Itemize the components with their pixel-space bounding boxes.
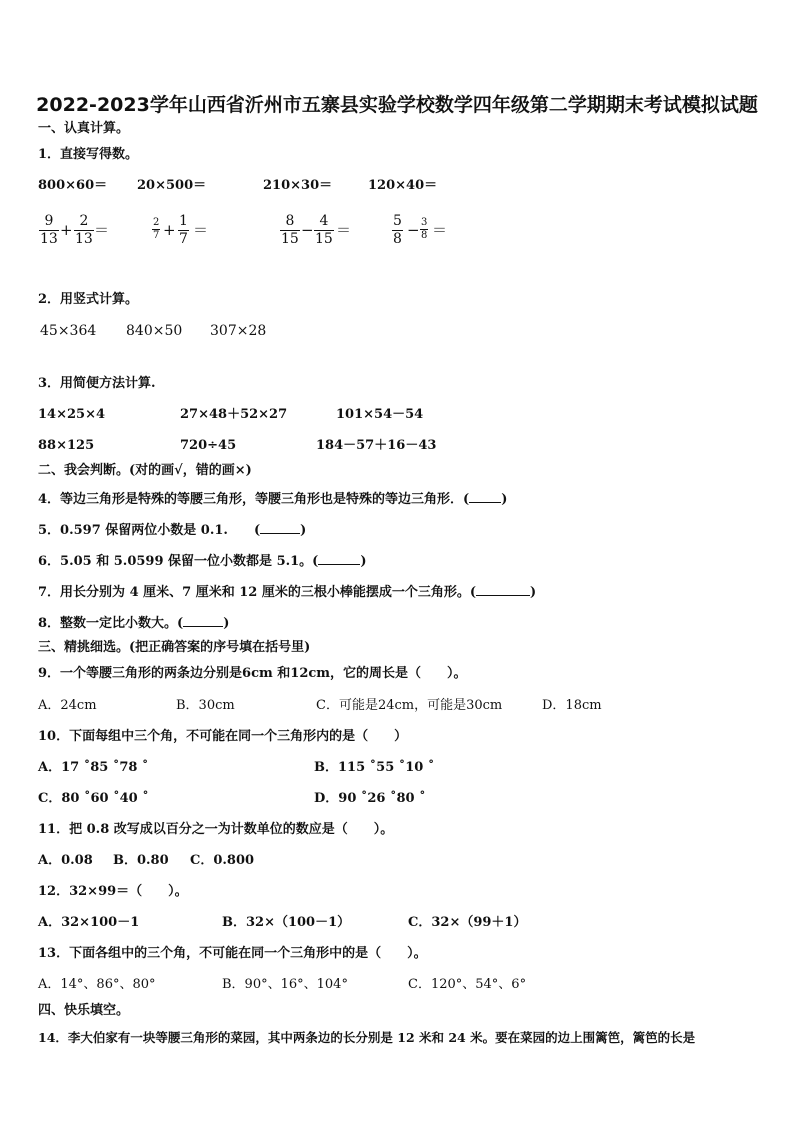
q9-option-c[interactable]: C．可能是24cm，可能是30cm [316,698,503,713]
question-12: 12．32×99＝（ ）。 [38,884,188,899]
q12-option-a[interactable]: A．32×100－1 [38,915,140,930]
page-title: 2022-2023学年山西省沂州市五寨县实验学校数学四年级第二学期期末考试模拟试题 [36,94,758,116]
fraction-3-8: $\frac{3}{8}$ [421,217,428,241]
section-4-heading: 四、快乐填空。 [38,1003,130,1018]
q10-option-b[interactable]: B．115 ˚55 ˚10 ˚ [314,760,435,775]
q2-label: 2．用竖式计算。 [38,292,139,307]
section-3-heading: 三、精挑细选。(把正确答案的序号填在括号里) [38,640,311,655]
answer-blank[interactable] [469,490,501,503]
minus-sign: − [301,221,314,239]
question-8: 8．整数一定比小数大。( ) [38,616,230,631]
q13-option-b[interactable]: B．90°、16°、104° [222,977,348,992]
fraction-2-7: $\frac{2}{7}$ [153,217,160,241]
q11-option-b[interactable]: B．0.80 [113,853,169,868]
q9-option-a[interactable]: A．24cm [38,698,97,713]
calc-800x60: 800×60＝ [38,178,108,193]
answer-blank[interactable] [260,521,300,534]
q10-option-a[interactable]: A．17 ˚85 ˚78 ˚ [38,760,149,775]
q9-option-b[interactable]: B．30cm [176,698,235,713]
question-13: 13．下面各组中的三个角，不可能在同一个三角形中的是（ ）。 [38,946,427,961]
q1-label: 1．直接写得数。 [38,147,139,162]
equals-sign: ＝ [336,221,352,239]
q10-option-d[interactable]: D．90 ˚26 ˚80 ˚ [314,791,426,806]
fraction-1-7: $\frac{1}{7}$ [179,213,188,247]
fraction-5-8: $\frac{5}{8}$ [393,213,402,247]
q12-option-c[interactable]: C．32×（99＋1） [408,915,527,930]
answer-blank[interactable] [318,552,360,565]
answer-blank[interactable] [183,614,223,627]
calc-20x500: 20×500＝ [137,178,207,193]
vertical-calc-307x28: 307×28 [210,323,267,339]
minus-sign: − [407,221,420,239]
equals-sign: ＝ [94,221,110,239]
section-1-heading: 一、认真计算。 [38,121,130,136]
answer-blank[interactable] [476,583,530,596]
q12-option-b[interactable]: B．32×（100－1） [222,915,351,930]
calc-120x40: 120×40＝ [368,178,438,193]
simple-calc-2: 27×48＋52×27 [180,407,288,422]
vertical-calc-840x50: 840×50 [126,323,183,339]
question-5: 5．0.597 保留两位小数是 0.1. ( ) [38,523,307,538]
question-14: 14．李大伯家有一块等腰三角形的菜园，其中两条边的长分别是 12 米和 24 米。要在菜园的边上围篱笆，篱笆的长是 [38,1030,696,1045]
q11-option-c[interactable]: C．0.800 [190,853,255,868]
section-2-heading: 二、我会判断。(对的画√，错的画×) [38,463,252,478]
simple-calc-1: 14×25×4 [38,407,106,422]
simple-calc-6: 184－57＋16－43 [316,438,437,453]
question-4: 4．等边三角形是特殊的等腰三角形，等腰三角形也是特殊的等边三角形．( ) [38,492,508,507]
q10-option-c[interactable]: C．80 ˚60 ˚40 ˚ [38,791,149,806]
calc-210x30: 210×30＝ [263,178,333,193]
vertical-calc-45x364: 45×364 [40,323,97,339]
q9-option-d[interactable]: D．18cm [542,698,602,713]
plus-sign: + [163,221,176,239]
question-6: 6．5.05 和 5.0599 保留一位小数都是 5.1。( ) [38,554,367,569]
fraction-2-13: $\frac{2}{13}$ [75,213,93,247]
equals-sign: ＝ [432,221,448,239]
simple-calc-5: 720÷45 [180,438,237,453]
q3-label: 3．用简便方法计算. [38,376,156,391]
fraction-4-15: $\frac{4}{15}$ [315,213,333,247]
fraction-8-15: $\frac{8}{15}$ [281,213,299,247]
question-7: 7．用长分别为 4 厘米、7 厘米和 12 厘米的三根小棒能摆成一个三角形。( ) [38,585,537,600]
q11-option-a[interactable]: A．0.08 [38,853,93,868]
equals-sign: ＝ [193,221,209,239]
simple-calc-3: 101×54－54 [336,407,424,422]
question-10: 10．下面每组中三个角，不可能在同一个三角形内的是（ ） [38,729,408,744]
question-11: 11．把 0.8 改写成以百分之一为计数单位的数应是（ ）。 [38,822,394,837]
fraction-9-13: $\frac{9}{13}$ [40,213,58,247]
q13-option-a[interactable]: A．14°、86°、80° [38,977,156,992]
plus-sign: + [60,221,73,239]
q13-option-c[interactable]: C．120°、54°、6° [408,977,527,992]
simple-calc-4: 88×125 [38,438,95,453]
question-9: 9．一个等腰三角形的两条边分别是6cm 和12cm，它的周长是（ ）。 [38,666,467,681]
